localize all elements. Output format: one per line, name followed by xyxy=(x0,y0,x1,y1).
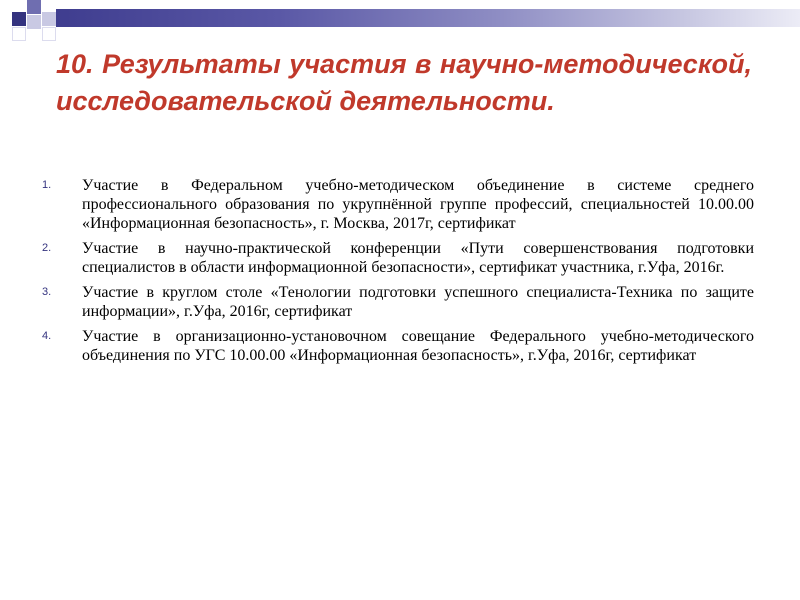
list-item-text: Участие в организационно-установочном совещание Федерального учебно-методического объединения по УГС 10.00.00 «Информационная безопасность», г.Уфа, 2016г, сертификат xyxy=(82,328,754,364)
list-item-text: Участие в научно-практической конференции «Пути совершенствования подготовки специалистов в области информационной безопасности», сертификат участника, г.Уфа, 2016г. xyxy=(82,240,754,276)
list-item xyxy=(42,283,754,321)
list-item-number: 1. xyxy=(42,179,52,191)
decor-square xyxy=(27,15,41,29)
list-item-number: 3. xyxy=(42,286,52,298)
list-item-text: Участие в круглом столе «Тенологии подготовки успешного специалиста-Техника по защите информации», г.Уфа, 2016г, сертификат xyxy=(82,284,754,320)
decor-square xyxy=(27,0,41,14)
list-item-text: Участие в Федеральном учебно-методическом объединение в системе среднего профессионального образования по укрупнённой группе профессий, специальностей 10.00.00 «Информационная безопасность», г. Москва, 2017г, сертификат xyxy=(82,177,754,232)
list-item xyxy=(42,239,754,277)
decor-square xyxy=(42,12,56,26)
achievement-list xyxy=(42,176,754,371)
header-gradient-bar xyxy=(56,9,800,27)
list-item xyxy=(42,176,754,233)
decor-square xyxy=(42,27,56,41)
slide-title: 10. Результаты участия в научно-методической, исследовательской деятельности. xyxy=(56,49,752,116)
list-item-number: 4. xyxy=(42,330,52,342)
decor-square xyxy=(12,27,26,41)
header-decoration xyxy=(0,0,800,40)
list-item xyxy=(42,327,754,365)
decor-square xyxy=(12,12,26,26)
list-item-number: 2. xyxy=(42,242,52,254)
